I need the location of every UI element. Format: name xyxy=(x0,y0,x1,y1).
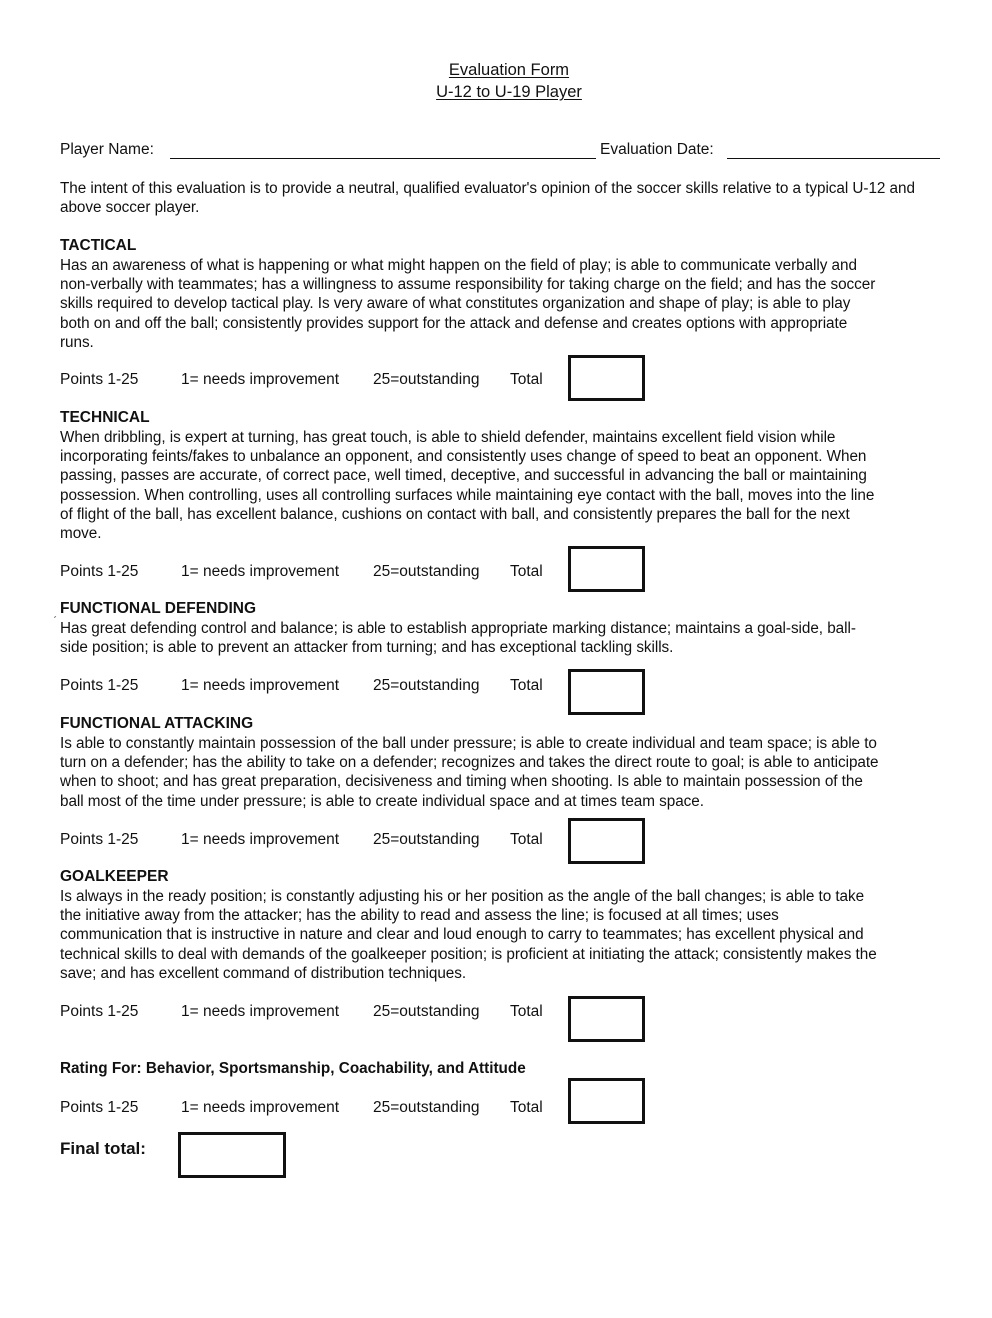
text-line: the initiative away from the attacker; has the ability to read and assess the line; is focused at all times; uses xyxy=(60,907,779,925)
total-box-attacking[interactable] xyxy=(568,818,645,864)
stray-mark: ˊ xyxy=(53,614,57,628)
section-text-tactical xyxy=(60,256,962,352)
section-text-goalkeeper xyxy=(60,887,962,983)
text-line: Has an awareness of what is happening or what might happen on the field of play; is able to communicate verbally and xyxy=(60,257,857,274)
player-name-label: Player Name: xyxy=(60,141,154,158)
high-label: 25=outstanding xyxy=(373,831,480,848)
text-line: side position; is able to prevent an attacker from turning; and has exceptional tackling skills. xyxy=(60,639,674,657)
form-subtitle: U-12 to U-19 Player xyxy=(436,83,582,101)
section-heading-technical: TECHNICAL xyxy=(60,409,150,426)
text-line: non-verbally with teammates; has a willingness to assume responsibility for taking charge on the field; and has the soccer xyxy=(60,276,876,294)
points-label: Points 1-25 xyxy=(60,677,139,694)
text-line: Is able to constantly maintain possession of the ball under pressure; is able to create individual and team space; is able to xyxy=(60,735,877,752)
text-line: When dribbling, is expert at turning, has great touch, is able to shield defender, maintains excellent field vision while xyxy=(60,429,836,446)
total-label: Total xyxy=(510,1003,543,1020)
evaluation-date-label: Evaluation Date: xyxy=(600,141,714,158)
text-line: move. xyxy=(60,525,102,543)
total-box-defending[interactable] xyxy=(568,669,645,715)
total-box-goalkeeper[interactable] xyxy=(568,996,645,1042)
text-line: skills required to develop tactical play. Is very aware of what constitutes organization and shape of play; is able to play xyxy=(60,295,851,313)
final-total-label: Final total: xyxy=(60,1139,146,1158)
section-text-attacking xyxy=(60,734,962,811)
low-label: 1= needs improvement xyxy=(181,677,340,694)
points-label: Points 1-25 xyxy=(60,1003,139,1020)
low-label: 1= needs improvement xyxy=(181,1099,340,1116)
text-line: turn on a defender; has the ability to take on a defender; recognizes and takes the direct route to goal; is able to anticipate xyxy=(60,754,879,772)
total-label: Total xyxy=(510,1099,543,1116)
section-heading-tactical: TACTICAL xyxy=(60,237,137,254)
rating-heading: Rating For: Behavior, Sportsmanship, Coachability, and Attitude xyxy=(60,1060,526,1077)
text-line: ball most of the time under pressure; is able to create individual space and at times team space. xyxy=(60,792,704,810)
high-label: 25=outstanding xyxy=(373,1099,480,1116)
points-label: Points 1-25 xyxy=(60,371,139,388)
final-total-box[interactable] xyxy=(178,1132,286,1178)
high-label: 25=outstanding xyxy=(373,677,480,694)
text-line: of flight of the ball, has excellent balance, cushions on contact with ball, and consistently prepares the ball for the next xyxy=(60,505,850,523)
high-label: 25=outstanding xyxy=(373,563,480,580)
low-label: 1= needs improvement xyxy=(181,563,340,580)
section-text-technical xyxy=(60,428,962,543)
text-line: passing, passes are accurate, of correct pace, well timed, deceptive, and successful in advancing the ball or maintaining xyxy=(60,467,867,485)
points-label: Points 1-25 xyxy=(60,831,139,848)
text-line: technical skills to deal with demands of the goalkeeper position; is proficient at initiating the attack; consistently makes the xyxy=(60,945,877,963)
text-line: runs. xyxy=(60,333,94,351)
intro-text: The intent of this evaluation is to provide a neutral, qualified evaluator's opinion of the soccer skills relative to a typical U-12 and above soccer player. xyxy=(60,180,915,217)
evaluation-date-field[interactable] xyxy=(727,158,940,159)
text-line: Is always in the ready position; is constantly adjusting his or her position as the angle of the ball changes; is able to take xyxy=(60,888,865,905)
form-title: Evaluation Form xyxy=(448,61,570,79)
section-heading-goalkeeper: GOALKEEPER xyxy=(60,868,169,885)
text-line: Has great defending control and balance; is able to establish appropriate marking distance; maintains a goal-side, ball- xyxy=(60,620,856,637)
player-name-field[interactable] xyxy=(170,158,596,159)
total-label: Total xyxy=(510,831,543,848)
total-label: Total xyxy=(510,371,543,388)
section-heading-defending: FUNCTIONAL DEFENDING xyxy=(60,600,257,617)
high-label: 25=outstanding xyxy=(373,371,480,388)
points-label: Points 1-25 xyxy=(60,563,139,580)
text-line: incorporating feints/fakes to unbalance an opponent, and consistently uses change of speed to beat an opponent. When xyxy=(60,448,867,466)
total-box-rating[interactable] xyxy=(568,1078,645,1124)
section-text-defending xyxy=(60,619,962,657)
low-label: 1= needs improvement xyxy=(181,1003,340,1020)
section-heading-attacking: FUNCTIONAL ATTACKING xyxy=(60,715,254,732)
total-box-technical[interactable] xyxy=(568,546,645,592)
low-label: 1= needs improvement xyxy=(181,831,340,848)
total-label: Total xyxy=(510,677,543,694)
points-label: Points 1-25 xyxy=(60,1099,139,1116)
total-label: Total xyxy=(510,563,543,580)
high-label: 25=outstanding xyxy=(373,1003,480,1020)
text-line: communication that is instructive in nature and clear and loud enough to carry to teammates; has excellent physical and xyxy=(60,926,864,944)
text-line: save; and has excellent command of distribution techniques. xyxy=(60,964,467,982)
low-label: 1= needs improvement xyxy=(181,371,340,388)
total-box-tactical[interactable] xyxy=(568,355,645,401)
text-line: possession. When controlling, uses all controlling surfaces while maintaining eye contact with the ball, moves into the line xyxy=(60,486,875,504)
text-line: when to shoot; and has great preparation, decisiveness and timing when shooting. Is able to maintain possession of the xyxy=(60,773,863,791)
text-line: both on and off the ball; consistently provides support for the attack and defense and creates options with appropriate xyxy=(60,314,848,332)
